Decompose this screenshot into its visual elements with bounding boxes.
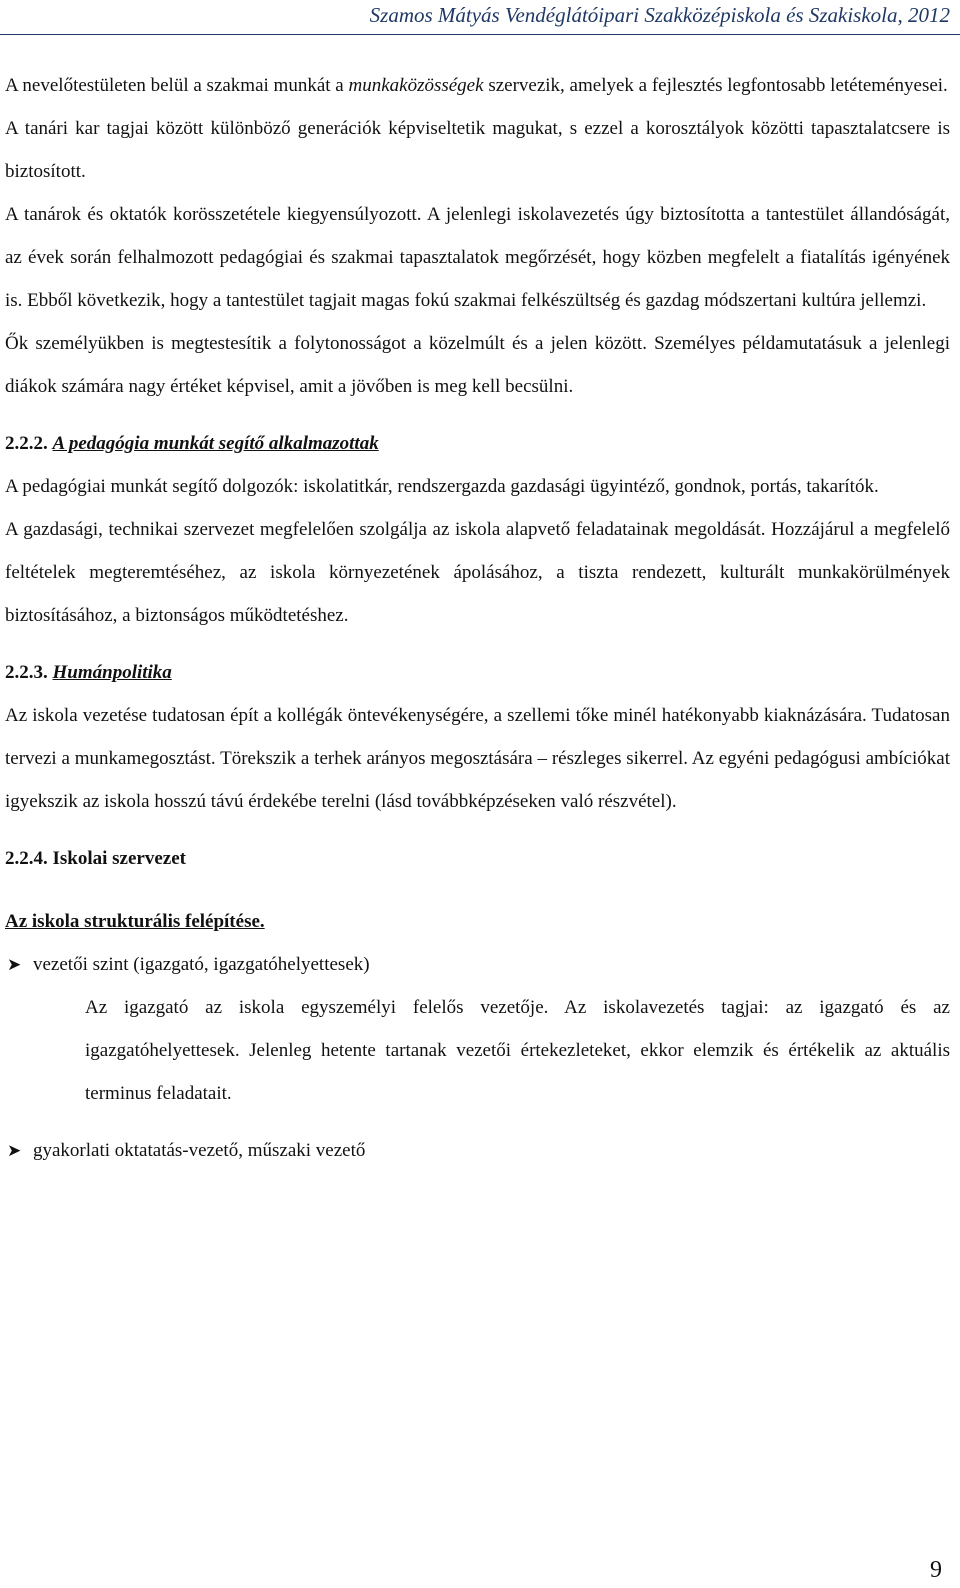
paragraph-8: Az igazgató az iskola egyszemélyi felelős vezetője. Az iskolavezetés tagjai: az igazgató és az igazgatóhelyettesek. Jelenleg hetente tartanak vezetői értekezleteket, ekkor elemzik és értékelik az aktuális terminus feladatait. — [85, 997, 950, 1104]
section-heading-2-2-2 — [5, 422, 950, 465]
section-title: Humánpolitika — [52, 662, 172, 683]
header-divider — [0, 34, 960, 35]
section-heading-2-2-3 — [5, 651, 950, 694]
running-header — [0, 0, 960, 44]
bullet-item-practical — [5, 1129, 950, 1172]
paragraph-7: Az iskola vezetése tudatosan épít a kollégák öntevékenységére, a szellemi tőke minél hatékonyabb kiaknázására. Tudatosan tervezi a munkamegosztást. Törekszik a terhek arányos megosztására – részleges sikerrel. Az egyéni pedagógusi ambíciókat igyekszik az iskola hosszú távú érdekébe terelni (lásd továbbképzéseken való részvétel). — [5, 705, 950, 812]
paragraph-4: Ők személyükben is megtestesítik a folytonosságot a közelmúlt és a jelen között. Személyes példamutatásuk a jelenlegi diákok számára nagy értéket képvisel, amit a jövőben is meg kell becsülni. — [5, 333, 950, 397]
subsection-heading — [5, 900, 950, 943]
page-body — [5, 64, 950, 1172]
paragraph-3: A tanárok és oktatók korösszetétele kiegyensúlyozott. A jelenlegi iskolavezetés úgy biztosította a tantestület állandóságát, az évek során felhalmozott pedagógiai és szakmai tapasztalatok megőrzését, hogy közben megfelelt a fiatalítás igényének is. Ebből következik, hogy a tantestület tagjait magas fokú szakmai felkészültség és gazdag módszertani kultúra jellemzi. — [5, 204, 950, 311]
subsection-title: Az iskola strukturális felépítése. — [5, 911, 265, 932]
section-number: 2.2.3. — [5, 662, 48, 683]
paragraph-1: A nevelőtestületen belül a szakmai munkát a munkaközösségek szervezik, amelyek a fejlesztés legfontosabb letéteményesei. — [5, 75, 948, 96]
paragraph-6: A gazdasági, technikai szervezet megfelelően szolgálja az iskola alapvető feladatainak megoldását. Hozzájárul a megfelelő feltételek megteremtéséhez, az iskola környezetének ápolásához, a tiszta rendezett, kulturált munkakörülmények biztosításához, a biztonságos működtetéshez. — [5, 519, 950, 626]
paragraph-5: A pedagógiai munkát segítő dolgozók: iskolatitkár, rendszergazda gazdasági ügyintéző, gondnok, portás, takarítók. — [5, 476, 879, 497]
bullet-text: vezetői szint (igazgató, igazgatóhelyettesek) — [33, 954, 370, 975]
paragraph-2: A tanári kar tagjai között különböző generációk képviseltetik magukat, s ezzel a korosztályok közötti tapasztalatcsere is biztosított. — [5, 118, 950, 182]
section-heading-2-2-4: 2.2.4. Iskolai szervezet — [5, 848, 186, 869]
emphasized-term: munkaközösségek — [348, 75, 484, 96]
arrow-bullet-icon: ➤ — [7, 1141, 22, 1160]
bullet-text: gyakorlati oktatatás-vezető, műszaki vezető — [33, 1140, 366, 1161]
section-number: 2.2.2. — [5, 433, 48, 454]
section-title: A pedagógia munkát segítő alkalmazottak — [52, 433, 379, 454]
header-title: Szamos Mátyás Vendéglátóipari Szakközépiskola és Szakiskola, 2012 — [369, 3, 950, 27]
bullet-item-leadership — [5, 943, 950, 986]
page-number: 9 — [930, 1557, 942, 1583]
arrow-bullet-icon: ➤ — [7, 955, 22, 974]
